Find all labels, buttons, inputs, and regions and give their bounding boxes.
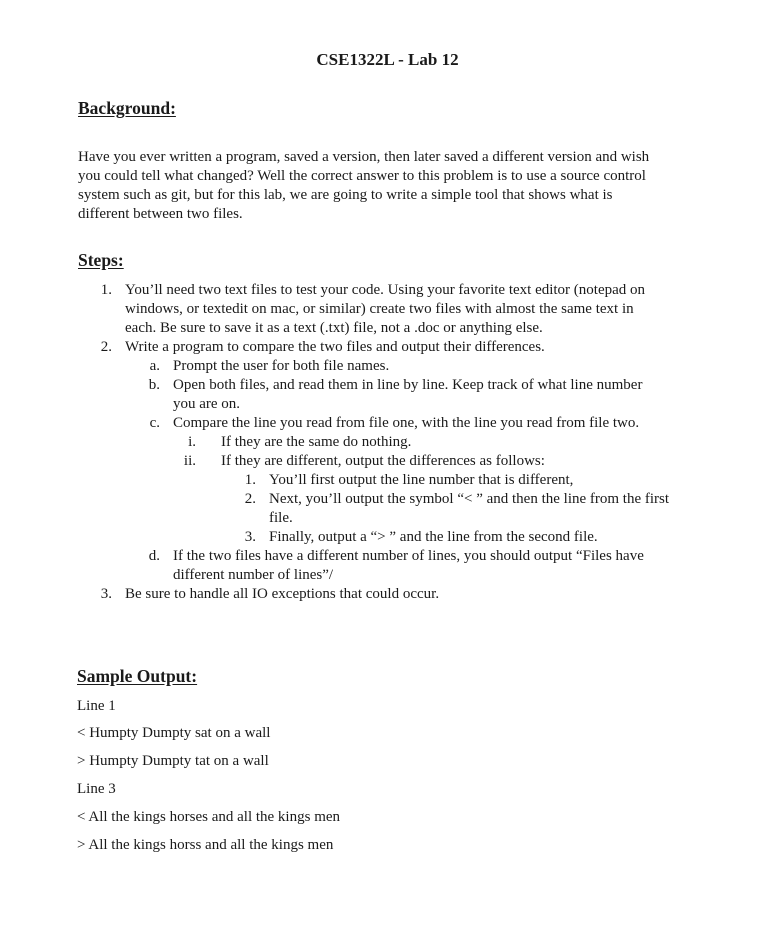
step-1-line: windows, or textedit on mac, or similar) create two files with almost the same text in: [125, 301, 634, 317]
step-2c-ii-2-line: Next, you’ll output the symbol “< ” and then the line from the first: [269, 491, 670, 507]
step-2c-i-numeral: i.: [188, 434, 196, 450]
step-2c-letter: c.: [149, 415, 160, 431]
step-1-line: You’ll need two text files to test your code. Using your favorite text editor (notepad on: [125, 282, 646, 298]
background-line: different between two files.: [78, 206, 243, 222]
step-3-number: 3.: [100, 586, 112, 602]
step-2a-letter: a.: [149, 358, 160, 374]
step-2c-ii-2-number: 2.: [244, 491, 256, 507]
step-3-text: Be sure to handle all IO exceptions that could occur.: [125, 586, 440, 602]
sample-output-line: > All the kings horss and all the kings men: [77, 837, 334, 853]
background-line: system such as git, but for this lab, we are going to write a simple tool that shows what is: [78, 187, 613, 203]
step-2d-line: different number of lines”/: [173, 567, 334, 583]
step-2c-ii-1-text: You’ll first output the line number that is different,: [269, 472, 574, 488]
step-1-number: 1.: [100, 282, 112, 298]
step-2c-ii-3-text: Finally, output a “> ” and the line from the second file.: [269, 529, 598, 545]
sample-output-line: > Humpty Dumpty tat on a wall: [77, 753, 269, 769]
step-2b-letter: b.: [148, 377, 160, 393]
steps-heading: Steps:: [78, 250, 124, 270]
sample-output-line: Line 1: [77, 698, 116, 714]
step-2d-line: If the two files have a different number of lines, you should output “Files have: [173, 548, 644, 564]
step-2c-ii-3-number: 3.: [244, 529, 256, 545]
step-2b-line: Open both files, and read them in line by line. Keep track of what line number: [173, 377, 643, 393]
step-2c-ii-text: If they are different, output the differences as follows:: [221, 453, 545, 469]
step-2c-i-text: If they are the same do nothing.: [221, 434, 412, 450]
sample-output-heading: Sample Output:: [77, 666, 198, 686]
step-2c-ii-numeral: ii.: [183, 453, 196, 469]
background-line: you could tell what changed? Well the correct answer to this problem is to use a source control: [78, 168, 646, 184]
page-title: CSE1322L - Lab 12: [316, 50, 459, 69]
background-line: Have you ever written a program, saved a version, then later saved a different version and wish: [78, 149, 650, 165]
sample-output-line: Line 3: [77, 781, 116, 797]
step-2b-line: you are on.: [173, 396, 241, 412]
background-heading: Background:: [78, 98, 176, 118]
step-2c-text: Compare the line you read from file one, with the line you read from file two.: [173, 415, 640, 431]
background-paragraph: [78, 148, 698, 224]
step-2c-ii-1-number: 1.: [244, 472, 256, 488]
step-2-text: Write a program to compare the two files and output their differences.: [125, 339, 545, 355]
step-2d-letter: d.: [148, 548, 160, 564]
step-2-number: 2.: [100, 339, 112, 355]
step-2a-text: Prompt the user for both file names.: [173, 358, 390, 374]
step-1-line: each. Be sure to save it as a text (.txt) file, not a .doc or anything else.: [125, 320, 543, 336]
sample-output-line: < All the kings horses and all the kings men: [77, 809, 341, 825]
sample-output-line: < Humpty Dumpty sat on a wall: [77, 725, 271, 741]
step-2c-ii-2-line: file.: [269, 510, 293, 526]
